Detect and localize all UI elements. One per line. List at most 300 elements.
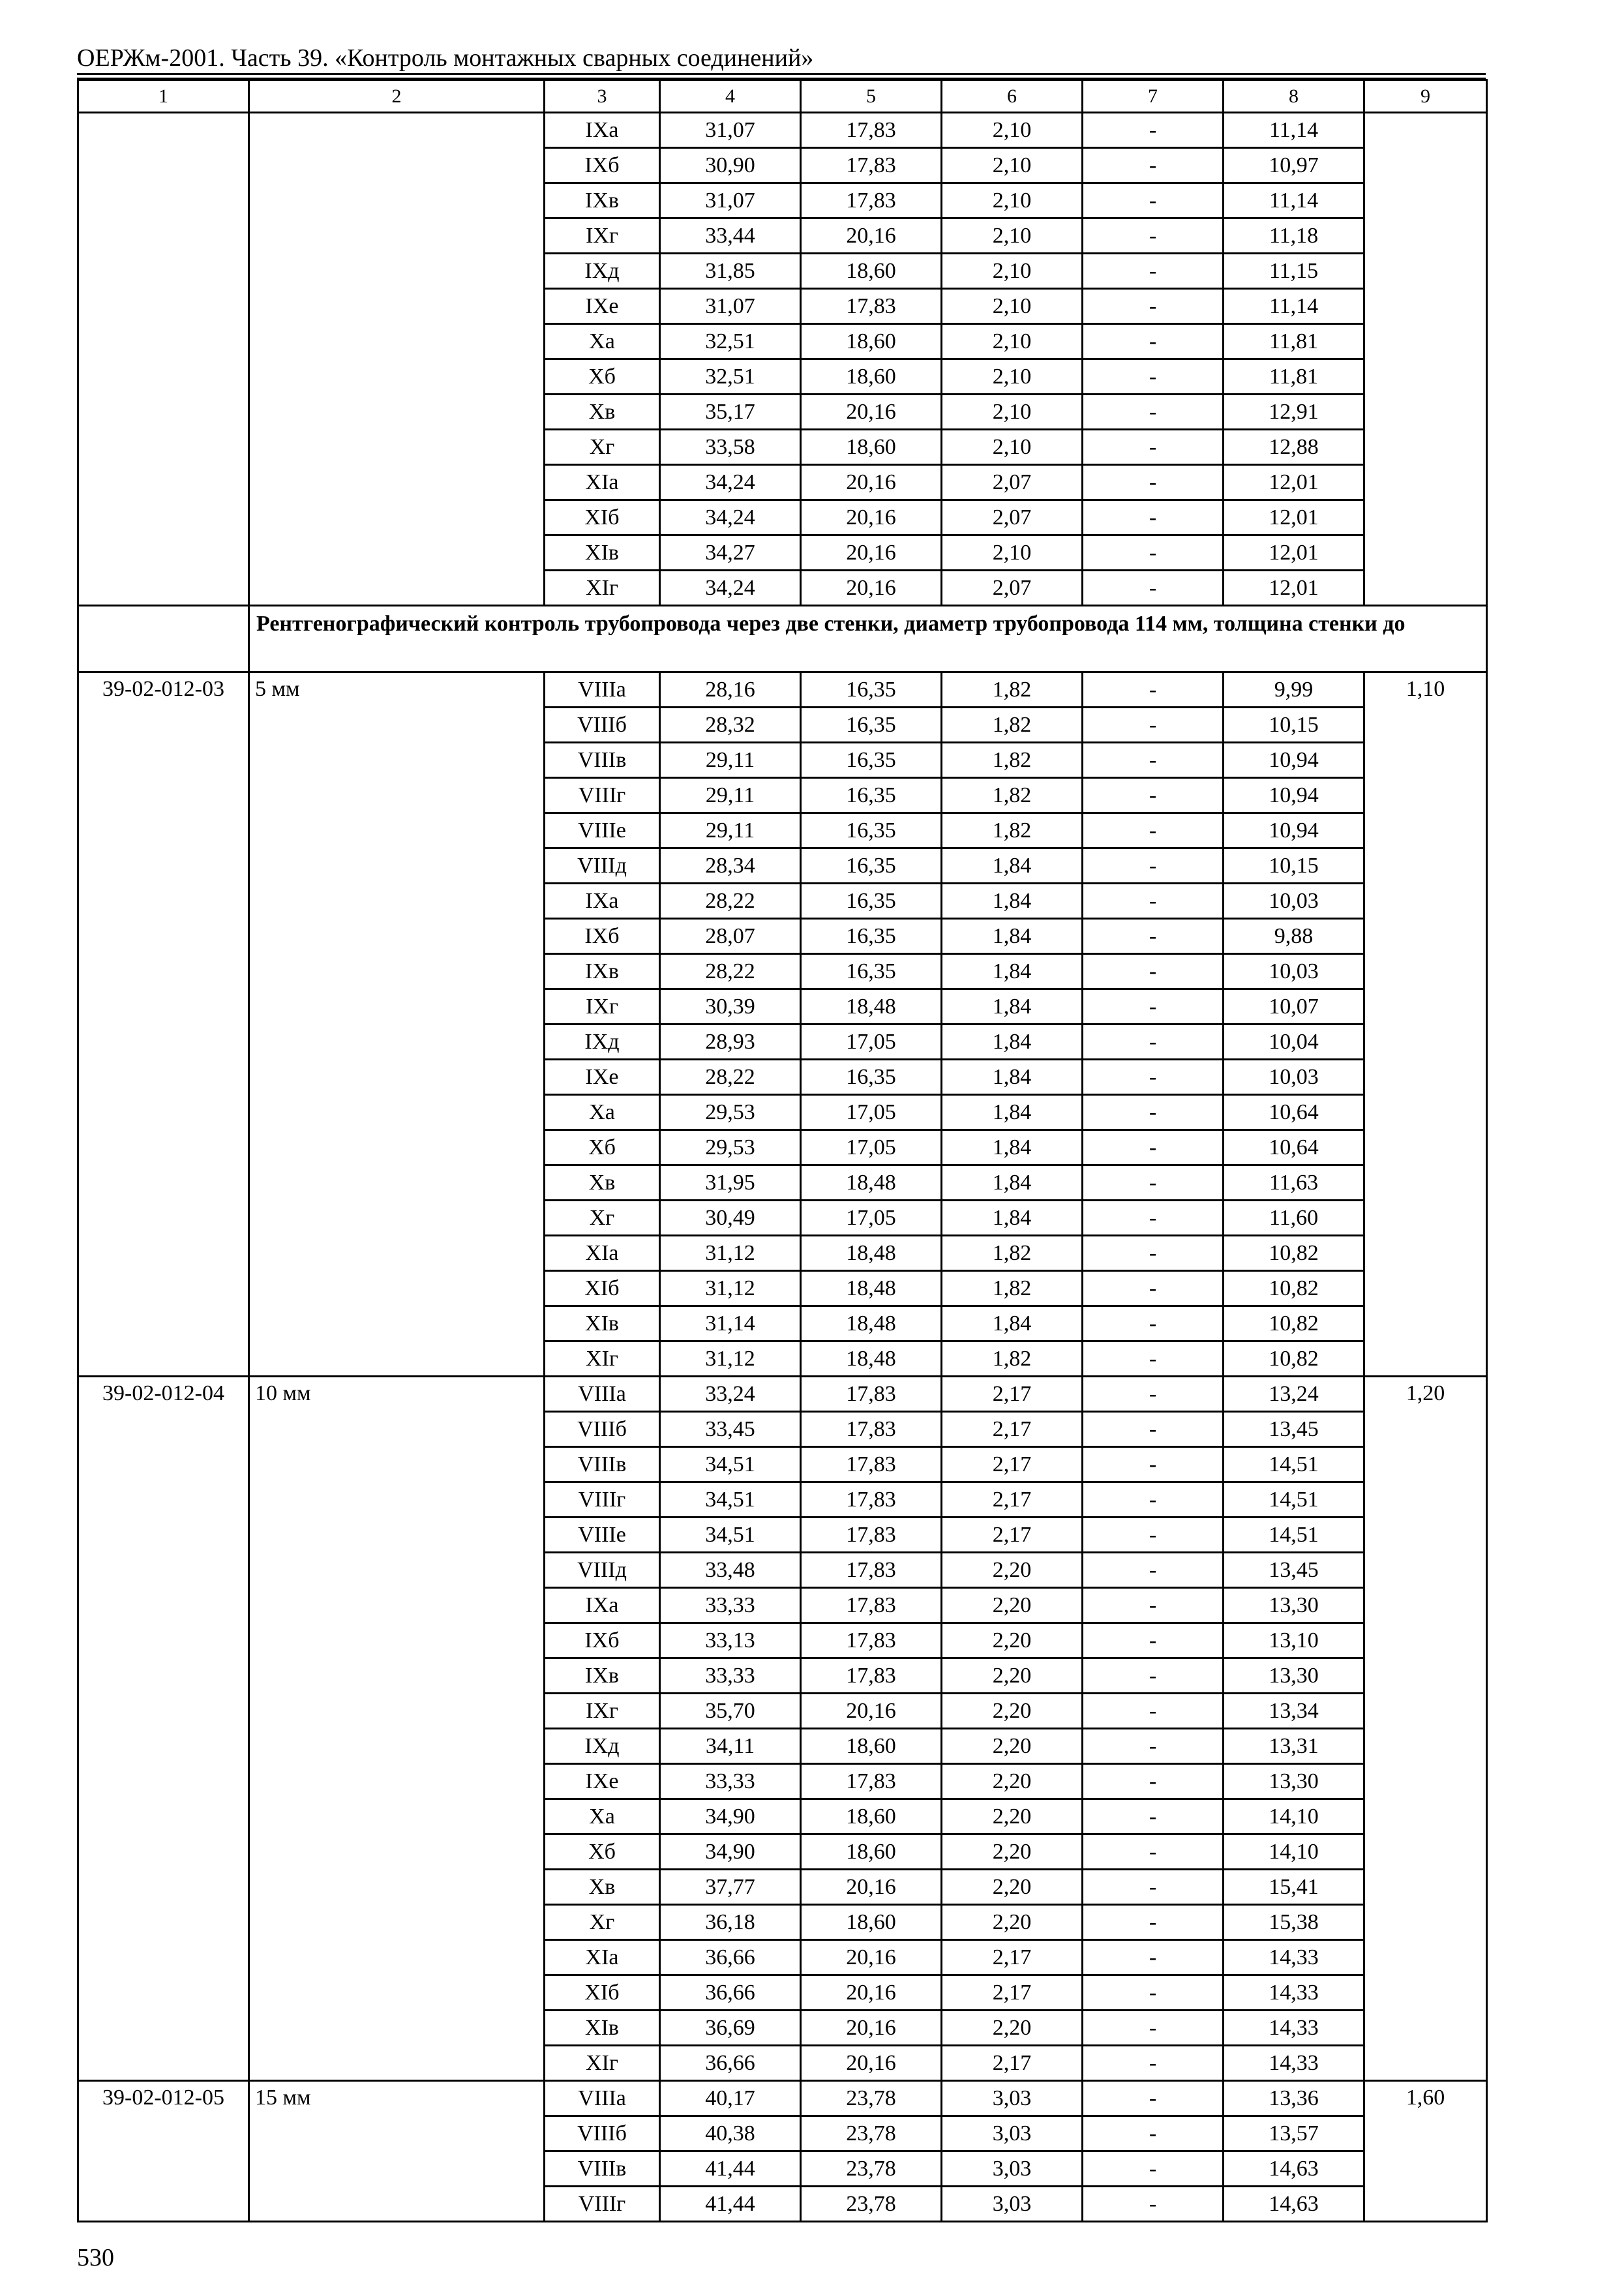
driver-wage-cell: -: [1083, 1553, 1224, 1588]
price-cell: 31,07: [660, 183, 801, 218]
material-cell: 15,38: [1224, 1905, 1364, 1940]
driver-wage-cell: -: [1083, 848, 1224, 884]
group-cell: Xб: [545, 1130, 660, 1165]
machine-cell: 2,10: [942, 395, 1083, 430]
wage-cell: 17,83: [801, 1623, 942, 1658]
wage-cell: 17,83: [801, 1553, 942, 1588]
group-cell: Xг: [545, 1905, 660, 1940]
price-cell: 40,38: [660, 2116, 801, 2151]
price-cell: 31,12: [660, 1236, 801, 1271]
driver-wage-cell: -: [1083, 1236, 1224, 1271]
wage-cell: 20,16: [801, 1940, 942, 1975]
group-cell: IXб: [545, 148, 660, 183]
group-cell: VIIIб: [545, 1412, 660, 1447]
driver-wage-cell: -: [1083, 1518, 1224, 1553]
machine-cell: 1,84: [942, 1165, 1083, 1201]
machine-cell: 1,84: [942, 1306, 1083, 1341]
wage-cell: 17,83: [801, 289, 942, 324]
wage-cell: 17,83: [801, 1588, 942, 1623]
group-cell: IXе: [545, 289, 660, 324]
driver-wage-cell: -: [1083, 989, 1224, 1025]
material-cell: 13,36: [1224, 2081, 1364, 2116]
driver-wage-cell: -: [1083, 1482, 1224, 1518]
machine-cell: 2,20: [942, 1553, 1083, 1588]
material-cell: 12,01: [1224, 500, 1364, 535]
wage-cell: 17,83: [801, 1658, 942, 1694]
column-number: 5: [801, 80, 942, 113]
driver-wage-cell: -: [1083, 1341, 1224, 1377]
machine-cell: 1,84: [942, 1130, 1083, 1165]
material-cell: 12,91: [1224, 395, 1364, 430]
material-cell: 11,14: [1224, 183, 1364, 218]
driver-wage-cell: -: [1083, 954, 1224, 989]
price-cell: 33,13: [660, 1623, 801, 1658]
wage-cell: 20,16: [801, 1870, 942, 1905]
machine-cell: 1,82: [942, 813, 1083, 848]
machine-cell: 2,10: [942, 289, 1083, 324]
driver-wage-cell: -: [1083, 2187, 1224, 2222]
driver-wage-cell: -: [1083, 1588, 1224, 1623]
driver-wage-cell: -: [1083, 571, 1224, 606]
price-cell: 34,24: [660, 571, 801, 606]
table-row: [78, 113, 1487, 148]
group-cell: IXд: [545, 1025, 660, 1060]
wage-cell: 16,35: [801, 743, 942, 778]
material-cell: 10,15: [1224, 708, 1364, 743]
machine-cell: 2,20: [942, 2011, 1083, 2046]
machine-cell: 2,17: [942, 1975, 1083, 2011]
machine-cell: 2,20: [942, 1799, 1083, 1834]
group-cell: Xб: [545, 1834, 660, 1870]
machine-cell: 2,10: [942, 254, 1083, 289]
wage-cell: 18,60: [801, 1799, 942, 1834]
driver-wage-cell: -: [1083, 1271, 1224, 1306]
driver-wage-cell: -: [1083, 1905, 1224, 1940]
wage-cell: 18,48: [801, 1165, 942, 1201]
price-cell: 28,22: [660, 1060, 801, 1095]
driver-wage-cell: -: [1083, 1165, 1224, 1201]
wage-cell: 18,60: [801, 1834, 942, 1870]
wage-cell: 18,48: [801, 1341, 942, 1377]
material-cell: 14,51: [1224, 1482, 1364, 1518]
wage-cell: 20,16: [801, 465, 942, 500]
wage-cell: 20,16: [801, 571, 942, 606]
price-cell: 36,66: [660, 1940, 801, 1975]
material-cell: 10,04: [1224, 1025, 1364, 1060]
wage-cell: 20,16: [801, 2011, 942, 2046]
machine-cell: 2,10: [942, 535, 1083, 571]
wage-cell: 20,16: [801, 1694, 942, 1729]
table-row: [78, 2081, 1487, 2116]
material-cell: 13,10: [1224, 1623, 1364, 1658]
machine-cell: 2,07: [942, 465, 1083, 500]
wage-cell: 17,83: [801, 1518, 942, 1553]
machine-cell: 2,17: [942, 1482, 1083, 1518]
wall-thickness-cell: 15 мм: [249, 2081, 545, 2222]
material-cell: 14,51: [1224, 1518, 1364, 1553]
group-cell: IXд: [545, 254, 660, 289]
machine-cell: 2,20: [942, 1729, 1083, 1764]
group-cell: IXв: [545, 183, 660, 218]
wage-cell: 18,48: [801, 989, 942, 1025]
wage-cell: 18,60: [801, 1905, 942, 1940]
wage-cell: 17,83: [801, 1447, 942, 1482]
wage-cell: 18,60: [801, 324, 942, 359]
wage-cell: 17,83: [801, 113, 942, 148]
machine-cell: 2,07: [942, 500, 1083, 535]
group-cell: XIв: [545, 2011, 660, 2046]
machine-cell: 2,10: [942, 359, 1083, 395]
price-cell: 31,12: [660, 1341, 801, 1377]
material-cell: 9,88: [1224, 919, 1364, 954]
group-cell: IXд: [545, 1729, 660, 1764]
machine-cell: 2,20: [942, 1658, 1083, 1694]
group-cell: VIIIа: [545, 1377, 660, 1412]
driver-wage-cell: -: [1083, 324, 1224, 359]
price-cell: 33,24: [660, 1377, 801, 1412]
material-cell: 13,30: [1224, 1658, 1364, 1694]
machine-cell: 1,84: [942, 884, 1083, 919]
wage-cell: 17,83: [801, 148, 942, 183]
material-cell: 14,10: [1224, 1834, 1364, 1870]
rate-code-cell: 39-02-012-03: [78, 672, 249, 1377]
group-cell: VIIIг: [545, 2187, 660, 2222]
price-cell: 40,17: [660, 2081, 801, 2116]
machine-cell: 2,20: [942, 1623, 1083, 1658]
machine-cell: 2,10: [942, 183, 1083, 218]
wage-cell: 23,78: [801, 2187, 942, 2222]
machine-cell: 1,84: [942, 989, 1083, 1025]
machine-cell: 2,10: [942, 218, 1083, 254]
machine-cell: 2,07: [942, 571, 1083, 606]
column-number-row: [78, 80, 1487, 113]
machine-cell: 1,84: [942, 919, 1083, 954]
price-cell: 36,66: [660, 1975, 801, 2011]
material-cell: 11,60: [1224, 1201, 1364, 1236]
group-cell: XIв: [545, 535, 660, 571]
price-cell: 28,34: [660, 848, 801, 884]
driver-wage-cell: -: [1083, 1870, 1224, 1905]
material-cell: 15,41: [1224, 1870, 1364, 1905]
driver-wage-cell: -: [1083, 1764, 1224, 1799]
wage-cell: 20,16: [801, 1975, 942, 2011]
group-cell: VIIIв: [545, 2151, 660, 2187]
wage-cell: 17,83: [801, 1377, 942, 1412]
wage-cell: 16,35: [801, 884, 942, 919]
material-cell: 10,82: [1224, 1236, 1364, 1271]
driver-wage-cell: -: [1083, 1377, 1224, 1412]
price-cell: 31,07: [660, 289, 801, 324]
machine-cell: 1,84: [942, 1095, 1083, 1130]
price-cell: 31,95: [660, 1165, 801, 1201]
price-cell: 28,07: [660, 919, 801, 954]
material-cell: 13,57: [1224, 2116, 1364, 2151]
wall-thickness-cell: [249, 113, 545, 606]
price-cell: 29,11: [660, 778, 801, 813]
material-cell: 10,94: [1224, 743, 1364, 778]
driver-wage-cell: -: [1083, 254, 1224, 289]
section-spacer: [78, 606, 249, 672]
material-cell: 11,81: [1224, 359, 1364, 395]
wall-thickness-cell: 10 мм: [249, 1377, 545, 2081]
price-cell: 33,33: [660, 1658, 801, 1694]
driver-wage-cell: -: [1083, 708, 1224, 743]
material-cell: 11,15: [1224, 254, 1364, 289]
driver-wage-cell: -: [1083, 359, 1224, 395]
material-cell: 14,63: [1224, 2187, 1364, 2222]
group-cell: Xв: [545, 1165, 660, 1201]
price-cell: 28,22: [660, 884, 801, 919]
group-cell: Xг: [545, 1201, 660, 1236]
driver-wage-cell: -: [1083, 743, 1224, 778]
machine-cell: 1,82: [942, 708, 1083, 743]
driver-wage-cell: -: [1083, 2011, 1224, 2046]
group-cell: Xг: [545, 430, 660, 465]
price-cell: 34,90: [660, 1799, 801, 1834]
machine-cell: 1,82: [942, 743, 1083, 778]
group-cell: VIIIг: [545, 1482, 660, 1518]
material-cell: 13,24: [1224, 1377, 1364, 1412]
price-cell: 34,51: [660, 1482, 801, 1518]
material-cell: 11,14: [1224, 113, 1364, 148]
price-cell: 32,51: [660, 359, 801, 395]
wage-cell: 18,48: [801, 1236, 942, 1271]
wage-cell: 16,35: [801, 1060, 942, 1095]
material-cell: 10,07: [1224, 989, 1364, 1025]
material-cell: 12,01: [1224, 465, 1364, 500]
machine-cell: 1,82: [942, 1236, 1083, 1271]
column-number: 6: [942, 80, 1083, 113]
machine-cell: 3,03: [942, 2116, 1083, 2151]
driver-wage-cell: -: [1083, 884, 1224, 919]
wage-cell: 17,05: [801, 1130, 942, 1165]
column-number: 2: [249, 80, 545, 113]
material-cell: 14,33: [1224, 2011, 1364, 2046]
price-table: [77, 79, 1488, 2222]
group-cell: XIг: [545, 571, 660, 606]
driver-wage-cell: -: [1083, 1130, 1224, 1165]
coefficient-cell: 1,10: [1364, 672, 1487, 1377]
driver-wage-cell: -: [1083, 1412, 1224, 1447]
price-cell: 35,70: [660, 1694, 801, 1729]
group-cell: VIIIа: [545, 672, 660, 708]
wage-cell: 16,35: [801, 919, 942, 954]
price-cell: 34,90: [660, 1834, 801, 1870]
group-cell: VIIIд: [545, 1553, 660, 1588]
machine-cell: 1,82: [942, 778, 1083, 813]
driver-wage-cell: -: [1083, 113, 1224, 148]
material-cell: 14,33: [1224, 2046, 1364, 2081]
material-cell: 10,64: [1224, 1095, 1364, 1130]
machine-cell: 2,10: [942, 324, 1083, 359]
group-cell: Xа: [545, 1799, 660, 1834]
machine-cell: 2,10: [942, 430, 1083, 465]
driver-wage-cell: -: [1083, 2046, 1224, 2081]
group-cell: VIIIд: [545, 848, 660, 884]
price-cell: 33,44: [660, 218, 801, 254]
wage-cell: 16,35: [801, 672, 942, 708]
price-cell: 41,44: [660, 2187, 801, 2222]
driver-wage-cell: -: [1083, 1095, 1224, 1130]
wage-cell: 17,83: [801, 1764, 942, 1799]
machine-cell: 1,82: [942, 672, 1083, 708]
driver-wage-cell: -: [1083, 500, 1224, 535]
price-cell: 29,11: [660, 813, 801, 848]
price-cell: 34,27: [660, 535, 801, 571]
price-cell: 28,32: [660, 708, 801, 743]
rate-code-cell: 39-02-012-04: [78, 1377, 249, 2081]
material-cell: 13,30: [1224, 1764, 1364, 1799]
driver-wage-cell: -: [1083, 183, 1224, 218]
machine-cell: 3,03: [942, 2081, 1083, 2116]
price-cell: 28,93: [660, 1025, 801, 1060]
material-cell: 14,33: [1224, 1940, 1364, 1975]
rate-code-cell: 39-02-012-05: [78, 2081, 249, 2222]
machine-cell: 3,03: [942, 2187, 1083, 2222]
price-cell: 37,77: [660, 1870, 801, 1905]
material-cell: 11,14: [1224, 289, 1364, 324]
material-cell: 12,01: [1224, 535, 1364, 571]
material-cell: 11,63: [1224, 1165, 1364, 1201]
driver-wage-cell: -: [1083, 1658, 1224, 1694]
page-number: 530: [77, 2244, 114, 2271]
coefficient-cell: 1,20: [1364, 1377, 1487, 2081]
driver-wage-cell: -: [1083, 1940, 1224, 1975]
wage-cell: 17,83: [801, 1482, 942, 1518]
material-cell: 10,64: [1224, 1130, 1364, 1165]
machine-cell: 2,17: [942, 1447, 1083, 1482]
column-number: 7: [1083, 80, 1224, 113]
wage-cell: 17,05: [801, 1201, 942, 1236]
group-cell: IXа: [545, 1588, 660, 1623]
driver-wage-cell: -: [1083, 1799, 1224, 1834]
driver-wage-cell: -: [1083, 218, 1224, 254]
wage-cell: 16,35: [801, 708, 942, 743]
group-cell: IXг: [545, 1694, 660, 1729]
driver-wage-cell: -: [1083, 2081, 1224, 2116]
material-cell: 9,99: [1224, 672, 1364, 708]
machine-cell: 1,84: [942, 848, 1083, 884]
driver-wage-cell: -: [1083, 1694, 1224, 1729]
machine-cell: 2,17: [942, 1377, 1083, 1412]
column-number: 1: [78, 80, 249, 113]
wage-cell: 20,16: [801, 2046, 942, 2081]
material-cell: 12,01: [1224, 571, 1364, 606]
price-cell: 31,14: [660, 1306, 801, 1341]
driver-wage-cell: -: [1083, 672, 1224, 708]
machine-cell: 2,17: [942, 1412, 1083, 1447]
price-cell: 33,58: [660, 430, 801, 465]
machine-cell: 1,84: [942, 954, 1083, 989]
price-cell: 34,51: [660, 1447, 801, 1482]
price-cell: 33,45: [660, 1412, 801, 1447]
column-number: 3: [545, 80, 660, 113]
material-cell: 12,88: [1224, 430, 1364, 465]
group-cell: Xб: [545, 359, 660, 395]
group-cell: VIIIе: [545, 1518, 660, 1553]
machine-cell: 2,20: [942, 1588, 1083, 1623]
group-cell: IXг: [545, 989, 660, 1025]
header-rule: [77, 73, 1486, 75]
driver-wage-cell: -: [1083, 2151, 1224, 2187]
group-cell: XIб: [545, 500, 660, 535]
material-cell: 10,94: [1224, 778, 1364, 813]
machine-cell: 1,84: [942, 1025, 1083, 1060]
wage-cell: 18,60: [801, 1729, 942, 1764]
price-cell: 33,33: [660, 1764, 801, 1799]
driver-wage-cell: -: [1083, 919, 1224, 954]
driver-wage-cell: -: [1083, 813, 1224, 848]
material-cell: 13,45: [1224, 1412, 1364, 1447]
driver-wage-cell: -: [1083, 1623, 1224, 1658]
wage-cell: 18,48: [801, 1271, 942, 1306]
wage-cell: 16,35: [801, 813, 942, 848]
price-cell: 32,51: [660, 324, 801, 359]
coefficient-cell: 1,60: [1364, 2081, 1487, 2222]
machine-cell: 1,84: [942, 1201, 1083, 1236]
driver-wage-cell: -: [1083, 465, 1224, 500]
machine-cell: 2,20: [942, 1694, 1083, 1729]
rate-code-cell: [78, 113, 249, 606]
machine-cell: 2,10: [942, 148, 1083, 183]
machine-cell: 3,03: [942, 2151, 1083, 2187]
price-cell: 30,39: [660, 989, 801, 1025]
driver-wage-cell: -: [1083, 778, 1224, 813]
price-cell: 28,22: [660, 954, 801, 989]
driver-wage-cell: -: [1083, 289, 1224, 324]
group-cell: VIIIв: [545, 1447, 660, 1482]
table-row: [78, 1377, 1487, 1412]
wage-cell: 20,16: [801, 395, 942, 430]
machine-cell: 1,82: [942, 1271, 1083, 1306]
group-cell: VIIIб: [545, 2116, 660, 2151]
wage-cell: 18,60: [801, 359, 942, 395]
column-number: 9: [1364, 80, 1487, 113]
group-cell: VIIIв: [545, 743, 660, 778]
material-cell: 10,82: [1224, 1341, 1364, 1377]
group-cell: Xв: [545, 395, 660, 430]
price-cell: 41,44: [660, 2151, 801, 2187]
machine-cell: 2,17: [942, 1940, 1083, 1975]
machine-cell: 1,82: [942, 1341, 1083, 1377]
wage-cell: 16,35: [801, 848, 942, 884]
group-cell: Xа: [545, 1095, 660, 1130]
group-cell: XIа: [545, 465, 660, 500]
material-cell: 14,51: [1224, 1447, 1364, 1482]
table-row: [78, 672, 1487, 708]
driver-wage-cell: -: [1083, 1025, 1224, 1060]
wage-cell: 18,60: [801, 430, 942, 465]
group-cell: XIб: [545, 1271, 660, 1306]
material-cell: 14,33: [1224, 1975, 1364, 2011]
group-cell: IXе: [545, 1764, 660, 1799]
wage-cell: 23,78: [801, 2116, 942, 2151]
section-row: [78, 606, 1487, 672]
material-cell: 10,15: [1224, 848, 1364, 884]
price-cell: 36,66: [660, 2046, 801, 2081]
machine-cell: 1,84: [942, 1060, 1083, 1095]
price-cell: 30,49: [660, 1201, 801, 1236]
wage-cell: 16,35: [801, 778, 942, 813]
material-cell: 10,82: [1224, 1306, 1364, 1341]
material-cell: 13,45: [1224, 1553, 1364, 1588]
group-cell: Xв: [545, 1870, 660, 1905]
wage-cell: 18,60: [801, 254, 942, 289]
driver-wage-cell: -: [1083, 148, 1224, 183]
machine-cell: 2,17: [942, 2046, 1083, 2081]
price-cell: 29,53: [660, 1130, 801, 1165]
group-cell: IXв: [545, 954, 660, 989]
